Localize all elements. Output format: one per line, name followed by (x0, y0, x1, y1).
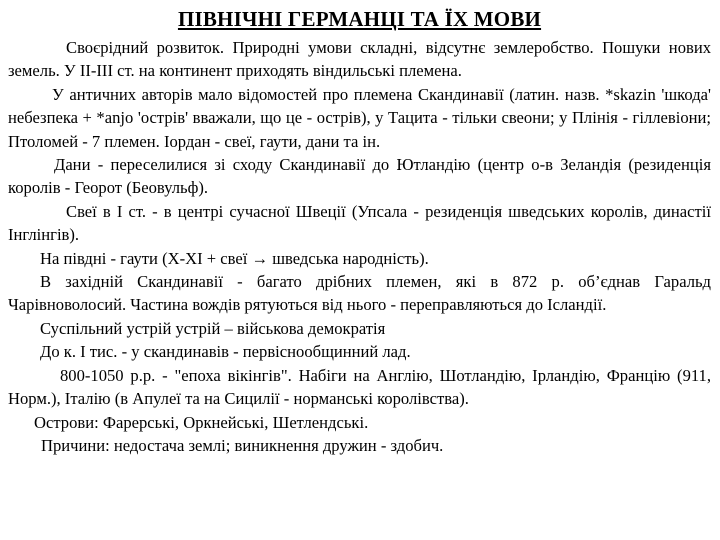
paragraph-social-order: Суспільний устрій устрій – військова демократія (40, 318, 386, 338)
paragraph-islands: Острови: Фарерські, Оркнейські, Шетлендські. (34, 412, 369, 432)
paragraph-primitive-communal: До к. I тис. - у скандинавів - первіснообщинний лад. (40, 342, 411, 362)
paragraph-danes: Дани - переселилися зі сходу Скандинавії до Ютландію (центр о-в Зеландія (резиденція королів - Георот (Беовульф). (8, 155, 711, 198)
paragraph-reasons: Причини: недостача землі; виникнення дружин - здобич. (41, 435, 444, 455)
paragraph-gauts: На півдні - гаути (X-XI + свеї → шведська народність). (40, 248, 429, 268)
paragraph-western-scandinavia: В західній Скандинавії - багато дрібних племен, які в 872 р. об’єднав Гаральд Чарівноволосий. Частина вождів рятуються від нього - переправляються до Ісландії. (8, 272, 711, 315)
paragraph-viking-age: 800-1050 р.р. - "епоха вікінгів". Набіги на Англію, Шотландію, Ірландію, Францію (911, Норм.), Італію (в Апулеї та на Сицилії - норманські королівства). (8, 365, 711, 409)
page-title: ПІВНІЧНІ ГЕРМАНЦІ ТА ЇХ МОВИ (177, 7, 542, 31)
paragraph-svei: Свеї в I ст. - в центрі сучасної Швеції (Упсала - резиденція шведських королів, династії Інглінгів). (8, 201, 711, 245)
paragraph-development: Своєрідний розвиток. Природні умови складні, відсутнє землеробство. Пошуки нових земель. У II-III ст. на континент приходять віндильські племена. (8, 38, 711, 81)
paragraph-ancient-authors: У античних авторів мало відомостей про племена Скандинавії (латин. назв. *skazin 'шкода' небезпека + *anjo 'острів' вважали, що це - острів), у Тацита - тільки свеони; у Плінія - гіллевіони; Птоломей - 7 племен. Іордан - свеї, гаути, дани та ін. (8, 84, 711, 151)
